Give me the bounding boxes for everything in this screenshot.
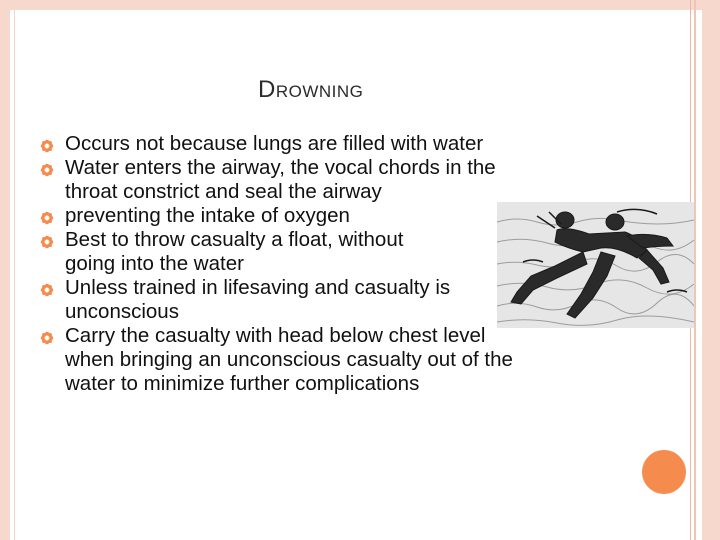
- star-bullet-icon: [40, 163, 54, 177]
- bullet-text-line: throat constrict and seal the airway: [65, 180, 382, 203]
- bullet-text-line: unconscious: [65, 300, 179, 323]
- star-bullet-icon: [40, 235, 54, 249]
- bullet-item: [40, 228, 660, 276]
- title-rest: ROWNING: [275, 82, 364, 101]
- frame-left-line: [14, 0, 15, 540]
- bullet-text-line: Carry the casualty with head below chest level: [65, 324, 486, 347]
- bullet-item: [40, 324, 660, 396]
- star-bullet-icon: [40, 139, 54, 153]
- bullet-text-line: water to minimize further complications: [65, 372, 420, 395]
- bullet-list: [40, 132, 660, 396]
- bullet-text-line: preventing the intake of oxygen: [65, 204, 350, 227]
- bullet-item: [40, 276, 660, 324]
- slide-title: [258, 76, 363, 104]
- star-bullet-icon: [40, 283, 54, 297]
- frame-left-border: [0, 0, 10, 540]
- bullet-text-line: Best to throw casualty a float, without: [65, 228, 404, 251]
- bullet-item: [40, 156, 660, 204]
- bullet-text-line: Unless trained in lifesaving and casualty is: [65, 276, 451, 299]
- star-bullet-icon: [40, 211, 54, 225]
- frame-right-line: [694, 0, 696, 540]
- frame-top-border: [0, 0, 720, 10]
- bullet-text-line: Water enters the airway, the vocal chords in the: [65, 156, 496, 179]
- bullet-text-line: when bringing an unconscious casualty out of the: [65, 348, 513, 371]
- bullet-text-line: Occurs not because lungs are filled with water: [65, 132, 484, 155]
- bullet-item: [40, 132, 660, 156]
- decorative-circle: [642, 450, 686, 494]
- bullet-text-line: going into the water: [65, 252, 244, 275]
- title-first-letter: D: [258, 76, 276, 103]
- frame-right-border: [702, 0, 720, 540]
- bullet-item: [40, 204, 660, 228]
- star-bullet-icon: [40, 331, 54, 345]
